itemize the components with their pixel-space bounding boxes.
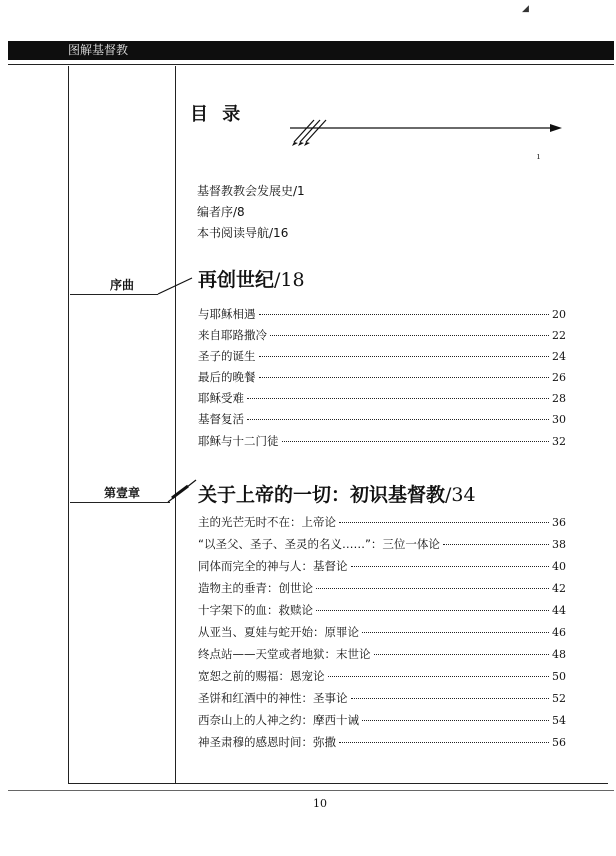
chapter1-title [198,480,476,507]
entry-label: 十字架下的血：救赎论 [198,603,313,617]
chapter1-title-text: 关于上帝的一切：初识基督教 [198,484,446,506]
front-item-label: 基督教教会发展史 [197,184,294,198]
leader-dots [282,441,550,442]
front-item [197,226,288,240]
entry-page: 48 [552,648,566,661]
entry-page: 30 [552,413,566,426]
entry-label: 同体而完全的神与人：基督论 [198,559,348,573]
entry-label: 圣饼和红酒中的神性：圣事论 [198,691,348,705]
leader-dots [374,654,550,655]
leader-dots [362,720,549,721]
header-bar [8,41,614,60]
entry-label: 圣子的诞生 [198,349,256,363]
entry-label: 基督复活 [198,412,244,426]
prelude-title-text: 再创世纪 [198,269,275,291]
entry-label: 神圣肃穆的感恩时间：弥撒 [198,735,336,749]
entry-page: 42 [552,582,566,595]
toc-entry [198,646,566,662]
entry-label: 宽恕之前的赐福：恩宠论 [198,669,325,683]
toc-entry [198,690,566,706]
entry-label: 从亚当、夏娃与蛇开始：原罪论 [198,625,359,639]
leader-dots [351,698,550,699]
toc-entry [198,514,566,530]
leader-dots [328,676,550,677]
chapter1-label-rule [70,502,170,503]
toc-entry [198,734,566,750]
entry-label: 耶稣与十二门徒 [198,434,279,448]
toc-entry [198,306,566,322]
entry-page: 32 [552,435,566,448]
leader-dots [316,588,549,589]
toc-entry [198,348,566,364]
entry-label: 主的光芒无时不在：上帝论 [198,515,336,529]
toc-entry [198,411,566,427]
leader-dots [247,419,549,420]
ink-speck: ı [537,152,540,162]
entry-page: 52 [552,692,566,705]
entry-label: 来自耶路撒冷 [198,328,267,342]
left-margin-rule [68,66,69,783]
leader-dots [259,356,550,357]
toc-entry [198,390,566,406]
entry-page: 44 [552,604,566,617]
chapter1-title-page: /34 [445,484,476,506]
book-title: 图解基督教 [68,43,129,57]
leader-dots [339,522,549,523]
toc-entry [198,433,566,449]
ink-speck: ◢ [522,4,529,14]
leader-dots [443,544,549,545]
header-underline [8,64,614,65]
page-number: 10 [313,797,327,810]
front-item-label: 本书阅读导航 [197,226,270,240]
toc-entry [198,536,566,552]
leader-dots [259,377,550,378]
front-item-page: /8 [233,205,245,219]
entry-page: 20 [552,308,566,321]
toc-entry [198,327,566,343]
prelude-title-page: /18 [274,269,305,291]
entry-label: 终点站——天堂或者地狱：末世论 [198,647,371,661]
entry-page: 24 [552,350,566,363]
leader-dots [270,335,549,336]
entry-page: 54 [552,714,566,727]
entry-label: 西奈山上的人神之约：摩西十诫 [198,713,359,727]
bottom-rule [68,783,608,784]
footer-rule [8,790,614,791]
entry-page: 38 [552,538,566,551]
toc-title: 目 录 [190,104,245,125]
leader-dots [351,566,550,567]
prelude-title [198,265,305,292]
prelude-label-rule [70,294,158,295]
entry-page: 50 [552,670,566,683]
entry-page: 40 [552,560,566,573]
toc-entry [198,668,566,684]
entry-label: 造物主的垂青：创世论 [198,581,313,595]
prelude-connector-icon [156,276,196,302]
front-item-page: /16 [269,226,289,240]
entry-page: 36 [552,516,566,529]
front-item [197,205,245,219]
leader-dots [339,742,549,743]
leader-dots [362,632,549,633]
leader-dots [259,314,550,315]
entry-label: 最后的晚餐 [198,370,256,384]
toc-entry [198,580,566,596]
front-item [197,184,305,198]
entry-page: 56 [552,736,566,749]
toc-entry [198,602,566,618]
front-item-label: 编者序 [197,205,234,219]
leader-dots [316,610,549,611]
chapter1-label: 第壹章 [104,486,141,500]
entry-label: “以圣父、圣子、圣灵的名义……”：三位一体论 [198,537,440,551]
entry-page: 28 [552,392,566,405]
entry-label: 与耶稣相遇 [198,307,256,321]
entry-page: 22 [552,329,566,342]
entry-page: 46 [552,626,566,639]
front-item-page: /1 [293,184,305,198]
prelude-label: 序曲 [110,278,135,292]
toc-entry [198,712,566,728]
entry-page: 26 [552,371,566,384]
toc-entry [198,369,566,385]
toc-entry [198,558,566,574]
toc-entry [198,624,566,640]
inner-margin-rule [175,66,176,783]
chapter1-connector-icon [166,476,200,506]
entry-label: 耶稣受难 [198,391,244,405]
leader-dots [247,398,549,399]
title-arrow-icon [288,112,564,152]
